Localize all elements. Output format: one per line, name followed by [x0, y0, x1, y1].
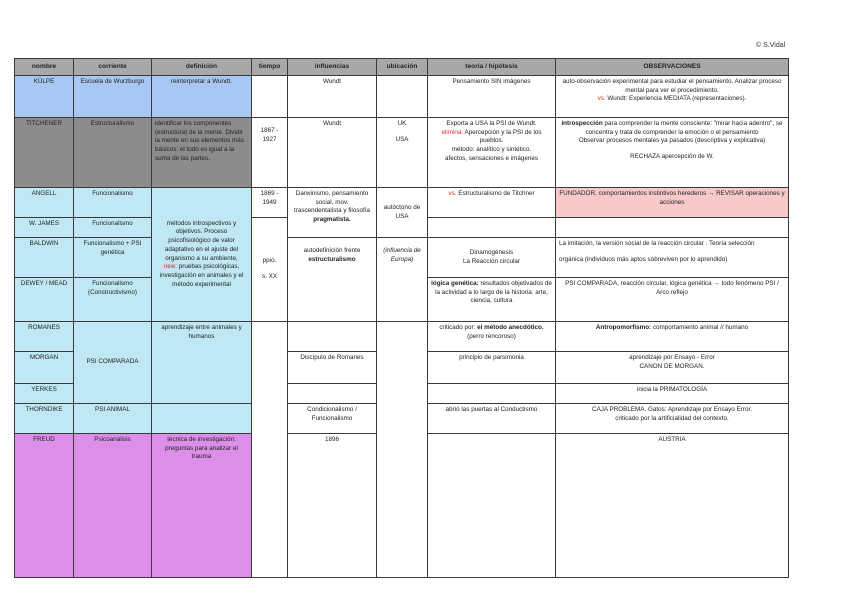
- obs-text: Wundt: Experiencia MEDIATA (representaciones).: [607, 95, 747, 103]
- influencias-bold: estructuralismo: [308, 255, 356, 263]
- cell-teoria: abrió las puertas al Conductismo: [428, 404, 556, 434]
- cell-corriente: Funcionalismo + PSI genética: [74, 238, 152, 278]
- obs-text: orgánica (individuos más aptos sobreviven por lo aprendido): [559, 255, 728, 263]
- cell-tiempo: 1869 - 1949: [252, 188, 288, 218]
- influencias-bold: pragmatista.: [313, 216, 351, 224]
- header-corriente: corriente: [74, 59, 152, 76]
- table-row-kulpe: [15, 76, 789, 118]
- teoria-text: método: analítico y sintético.: [451, 146, 532, 154]
- header-ubicacion: ubicación: [377, 59, 428, 76]
- cell-ubicacion: [377, 76, 428, 118]
- cell-observaciones: [556, 352, 789, 384]
- cell-ubicacion: AUSTRIA: [556, 434, 789, 578]
- teoria-bold: lógica genética:: [431, 280, 479, 287]
- cell-nombre: BALDWIN: [15, 238, 74, 278]
- elimina-label: elimina:: [441, 128, 464, 136]
- cell-observaciones: [556, 238, 789, 278]
- tiempo-text: s. XX: [261, 273, 278, 280]
- cell-influencias: Wundt: [288, 118, 377, 188]
- cell-definicion-funcionalismo: [152, 188, 252, 322]
- cell-teoria: [428, 218, 556, 238]
- header-tiempo: tiempo: [252, 59, 288, 76]
- obs-text: criticado por la artificialidad del contexto.: [615, 414, 729, 422]
- obs-text: auto-observación experimental para estudiar el pensamiento. Analizar proceso mental para ver el procedimiento.: [562, 78, 782, 94]
- ubicacion-uk: UK: [397, 120, 407, 127]
- cell-influencias: [428, 434, 556, 578]
- new-label: new:: [163, 263, 177, 271]
- cell-nombre: DEWEY / MEAD: [15, 278, 74, 322]
- table-row-titchener: [15, 118, 789, 188]
- teoria-text: Estructuralismo de Titchner: [458, 190, 535, 197]
- cell-corriente: PSI ANIMAL: [74, 404, 152, 434]
- cell-corriente: Estructuralismo: [74, 118, 152, 188]
- cell-nombre: ROMANES: [15, 322, 74, 352]
- cell-corriente: Funcionalismo (Constructivismo): [74, 278, 152, 322]
- vs-label: vs.: [448, 190, 457, 197]
- cell-nombre: YERKES: [15, 384, 74, 404]
- obs-text: CANON DE MORGAN.: [639, 362, 705, 370]
- cell-definicion: técnica de investigación: preguntas para analizar el trauma: [152, 434, 252, 578]
- cell-tiempo: [252, 118, 288, 188]
- cell-definicion: identificar los componentes (estructura) de la mente. Dividir la mente en sus elementos más básicos: el todo es igual a la suma de las partes.: [152, 118, 252, 188]
- obs-bold: introspección: [561, 120, 603, 127]
- cell-corriente-comparada: PSI COMPARADA: [74, 322, 152, 404]
- header-row: [15, 59, 789, 76]
- teoria-text: afectos, sensaciones e imágenes: [444, 154, 539, 162]
- cell-definicion-comparada: aprendizaje entre animales y humanos: [152, 322, 252, 404]
- cell-definicion: reinterpretar a Wundt.: [152, 76, 252, 118]
- cell-nombre: ANGELL: [15, 188, 74, 218]
- obs-text: CAJA PROBLEMA. Gatos: Aprendizaje por Ensayo Error.: [592, 406, 752, 413]
- cell-observaciones: FUNDADOR. comportamientos instintivos herederos → REVISAR operaciones y acciones: [556, 188, 789, 218]
- teoria-text: (perro rencoroso): [467, 332, 516, 340]
- teoria-text: Exporta a USA la PSI de Wundt.: [446, 120, 537, 127]
- cell-observaciones: inicia la PRIMATOLOGÍA: [556, 384, 789, 404]
- tiempo-text: ppio.: [262, 257, 277, 265]
- cell-observaciones: [556, 76, 789, 118]
- ubicacion-text: (influencia de Europa): [383, 247, 421, 263]
- influencias-text: Darwinismo, pensamiento social, mov. trascendentalista y filosofía: [294, 190, 370, 215]
- cell-corriente: Escuela de Wurzburgo: [74, 76, 152, 118]
- cell-influencias: [288, 322, 377, 352]
- header-teoria: teoría / hipótesis: [428, 59, 556, 76]
- vs-label: vs.: [597, 95, 606, 103]
- obs-text: comportamiento animal // humano: [652, 324, 749, 331]
- psychology-schools-table: [14, 58, 789, 578]
- cell-observaciones: [556, 218, 789, 238]
- obs-text: Observar procesos mentales ya pasados (descriptiva y explicativa): [578, 137, 766, 145]
- cell-tiempo: [252, 322, 288, 578]
- cell-tiempo: [252, 76, 288, 118]
- author-credit: © S.Vidal: [756, 42, 786, 49]
- cell-teoria: [428, 278, 556, 322]
- ubicacion-usa: USA: [395, 135, 409, 143]
- cell-influencias: Wundt: [288, 76, 377, 118]
- header-definicion: definición: [152, 59, 252, 76]
- obs-text: aprendizaje por Ensayo - Error: [629, 354, 715, 361]
- teoria-text: Dinamogénesis: [469, 248, 514, 256]
- cell-observaciones: [556, 118, 789, 188]
- cell-nombre: THORNDIKE: [15, 404, 74, 434]
- header-nombre: nombre: [15, 59, 74, 76]
- table-row-baldwin: [15, 238, 789, 278]
- cell-observaciones: [556, 322, 789, 352]
- influencias-text: autodefinición frente: [303, 247, 361, 254]
- cell-nombre: MORGAN: [15, 352, 74, 384]
- definicion-text: métodos introspectivos y objetivos. Proceso psicofisiológico de valor adaptativo en el ajuste del organismo a su ambiente,: [164, 219, 239, 262]
- cell-ubicacion: [377, 238, 428, 322]
- cell-corriente: Funcionalismo: [74, 218, 152, 238]
- cell-ubicacion: [377, 118, 428, 188]
- header-observaciones: OBSERVACIONES: [556, 59, 789, 76]
- cell-teoria: [428, 118, 556, 188]
- cell-influencias: Condicionalismo / Funcionalismo: [288, 404, 377, 434]
- definicion-text: pruebas psicológicas, investigación en animales y el método experimental: [159, 263, 244, 288]
- cell-tiempo: 1896: [288, 434, 377, 578]
- cell-teoria: [428, 238, 556, 278]
- cell-definicion: [152, 404, 252, 434]
- obs-text: RECHAZA apercepción de W.: [630, 153, 714, 161]
- cell-corriente: Funcionalismo: [74, 188, 152, 218]
- cell-influencias: Discípulo de Romanes: [288, 352, 377, 384]
- cell-observaciones: [556, 404, 789, 434]
- cell-influencias: [288, 384, 377, 404]
- cell-nombre: TITCHENER: [15, 118, 74, 188]
- cell-nombre: FREUD: [15, 434, 74, 578]
- cell-teoria: Pensamiento SIN imágenes: [428, 76, 556, 118]
- cell-corriente: Psicoanálisis: [74, 434, 152, 578]
- header-influencias: influencias: [288, 59, 377, 76]
- cell-tiempo-funcionalismo: [252, 218, 288, 322]
- cell-teoria: principio de parsimonia: [428, 352, 556, 384]
- teoria-text: criticado por:: [439, 324, 476, 331]
- cell-teoria: [428, 188, 556, 218]
- cell-teoria: [428, 322, 556, 352]
- teoria-text: La Reacción circular: [462, 257, 521, 265]
- table-row-angell: [15, 188, 789, 218]
- obs-text: para comprender la mente consciente: "mirar hacia adentro", se concentra y trata de comprender la emoción o el pensamiento: [585, 120, 783, 136]
- cell-influencias: [288, 188, 377, 238]
- obs-bold: Antropomorfismo:: [595, 324, 652, 331]
- cell-observaciones: PSI COMPARADA, reacción circular, lógica genética → todo fenómeno PSI / Arco reflejo: [556, 278, 789, 322]
- cell-nombre: W. JAMES: [15, 218, 74, 238]
- teoria-text: Apercepción y la PSI de los pueblos.: [464, 128, 542, 145]
- teoria-bold: el método anecdótico.: [477, 324, 544, 331]
- cell-influencias: [288, 238, 377, 322]
- cell-ubicacion-funcionalismo: autóctono de USA: [377, 188, 428, 238]
- teoria-text: resultados objetivados de la actividad a lo largo de la historia: arte, ciencia, cultura: [435, 280, 552, 305]
- obs-text: La imitación, la versión social de la reacción circular . Teoría selección: [559, 240, 755, 247]
- tiempo-text: 1867 - 1927: [260, 127, 279, 143]
- cell-teoria: [428, 384, 556, 404]
- cell-nombre: KÜLPE: [15, 76, 74, 118]
- table-row-romanes: [15, 322, 789, 352]
- cell-ubicacion: [377, 322, 428, 578]
